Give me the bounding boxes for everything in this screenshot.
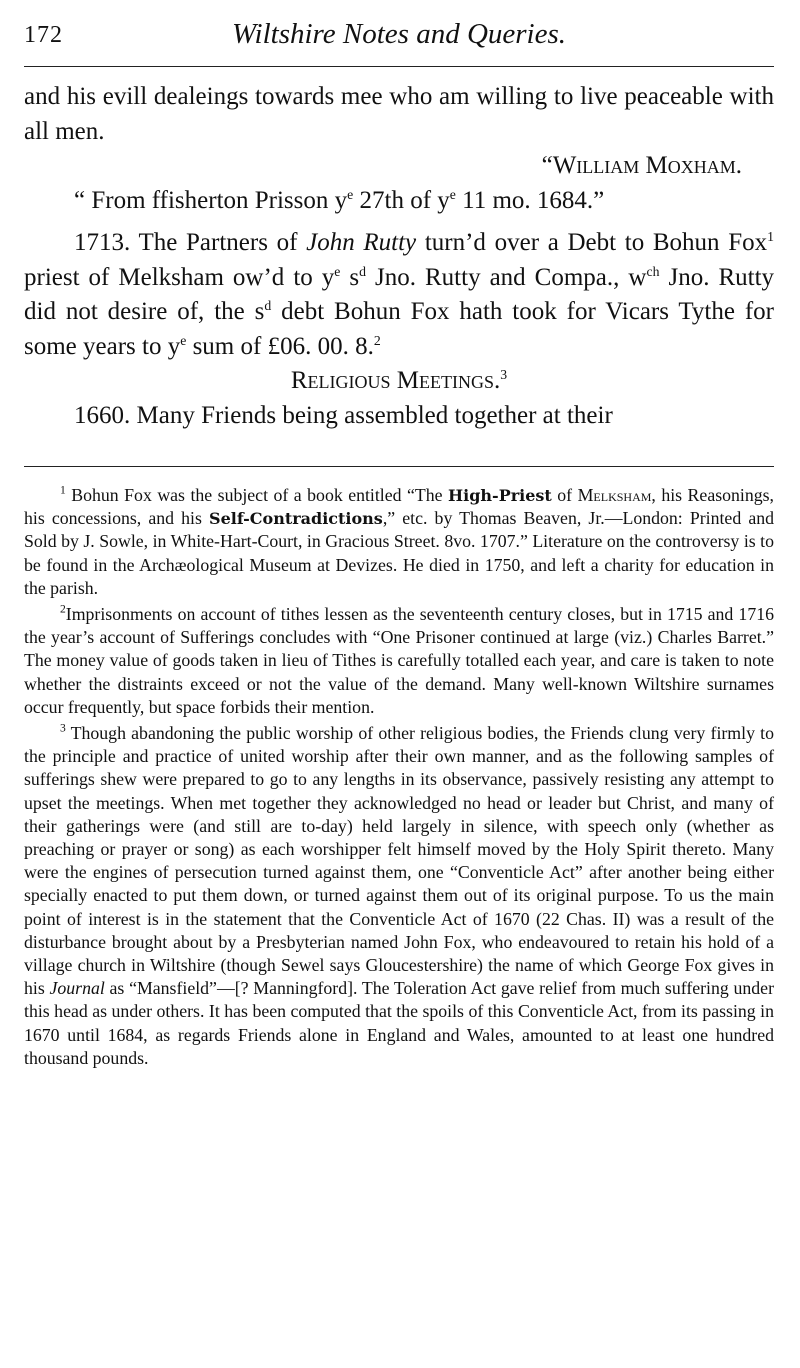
footnotes — [24, 484, 774, 1073]
signature: “William Moxham. — [541, 152, 742, 179]
body-paragraph: and his evill dealeings towards mee who am willing to live peaceable with all men. — [24, 83, 774, 145]
running-title: Wiltshire Notes and Queries. — [231, 18, 567, 50]
letter-date: “ From ffisherton Prisson $y^e$ 27th of $y^e$ 11 mo. 1684.” — [74, 186, 605, 214]
body-paragraph-1713: 1713. The Partners of John Rutty turn’d over a Debt to Bohun Fox$^1$ priest of Melksham ow’d to $y^e$ $s^d$ Jno. Rutty and Compa., $w^{ch}$ Jno. Rutty did not desire of, the $s^d$ debt Bohun Fox hath took for Vicars Tythe for some years to $y^e$ sum of £06. 00. 8.$^2$ — [24, 229, 775, 360]
footnote-1: $^1$ Bohun Fox was the subject of a book entitled “The High-Priest of Melksham, his Reasonings, his concessions, and his Self-Contradictions,” etc. by Thomas Beaven, Jr.—London: Printed and Sold by J. Sowle, in White-Hart-Court, in Gracious Street. 8vo. 1707.” Literature on the controversy is to be found in the Archæological Museum at Devizes. He died in 1750, and left a charity for education in the parish. — [24, 483, 775, 598]
footnote-ref: 2 — [373, 332, 381, 348]
section-heading: Religious Meetings.$^3$ — [290, 367, 508, 394]
footnote-ref: 3 — [500, 367, 508, 383]
footnote-3: $^3$ Though abandoning the public worship of other religious bodies, the Friends clung very firmly to the principle and practice of united worship after their own manner, and as the following samples of sufferings shew were prepared to go to any lengths in its observance, passively resisting any attempt to upset the meetings. When met together they acknowledged no head or leader but Christ, and many of their gatherings were (and still are to-day) held largely in silence, with speech only (whether as preaching or prayer or song) as each worshipper felt himself moved by the Holy Spirit thereto. Many were the engines of persecution turned against them, one “Conventicle Act” after another being either specially enacted to put them down, or turned against them out of its original purpose. To us the main point of interest is in the statement that the Conventicle Act of 1670 (22 Chas. II) was a result of the disturbance brought about by a Presbyterian named John Fox, who endeavoured to retain his hold of a village church in Wiltshire (though Sewel says Gloucestershire) the name of which George Fox gives in his Journal as “Mansfield”—[? Manningford]. The Toleration Act gave relief from much suffering under this head as under others. It has been computed that the spoils of this Conventicle Act, from its passing in 1670 until 1684, as regards Friends alone in England and Wales, amounted to at least one hundred thousand pounds. — [24, 721, 774, 1068]
main-text — [24, 80, 774, 433]
footnote-ref: 1 — [767, 229, 774, 245]
footnote-2: $^2$Imprisonments on account of tithes lessen as the seventeenth century closes, but in 1715 and 1716 the year’s account of Sufferings concludes with “One Prisoner continued at large (viz.) Charles Barret.” The money value of goods taken in lieu of Tithes is carefully totalled each year, and care is taken to note whether the distraints exceed or not the value of the demand. Many well-known Wiltshire surnames occur frequently, but space forbids their mention. — [24, 602, 774, 717]
page-number: 172 — [24, 22, 63, 48]
page-header — [24, 18, 774, 54]
footnote-rule — [24, 466, 774, 467]
header-rule — [24, 66, 774, 67]
body-paragraph-1660: 1660. Many Friends being assembled together at their — [74, 401, 613, 429]
